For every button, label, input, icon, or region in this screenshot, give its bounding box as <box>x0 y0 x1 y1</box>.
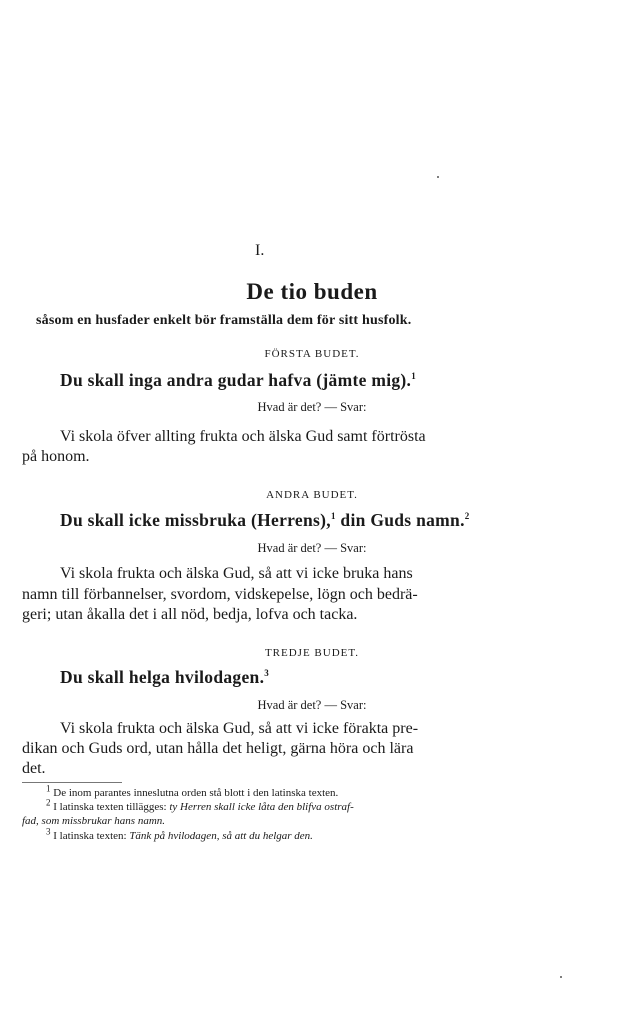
commandment-2-text: Du skall icke missbruka (Herrens),$^1$ din Guds namn.$^2$ <box>60 510 470 530</box>
chapter-numeral: I. <box>255 242 265 259</box>
commandment-3-heading: TREDJE BUDET. <box>264 647 360 659</box>
footnote-2-continuation: fad, som missbrukar hans namn. <box>22 815 166 827</box>
commandment-1-question: Hvad är det? — Svar: <box>257 400 367 414</box>
scan-speck <box>560 976 562 978</box>
footnote-3: $^3$ I latinska texten: Tänk på hvilodagen, så att du helgar den. <box>46 826 313 842</box>
page-title: De tio buden <box>246 279 378 304</box>
scan-speck <box>437 176 439 178</box>
commandment-1-answer-line: på honom. <box>22 448 90 465</box>
page-subtitle: såsom en husfader enkelt bör framställa dem för sitt husfolk. <box>36 313 412 328</box>
commandment-2-answer-line: Vi skola frukta och älska Gud, så att vi icke bruka hans <box>60 565 413 582</box>
commandment-2-question: Hvad är det? — Svar: <box>257 541 367 555</box>
commandment-2-answer-line: namn till förbannelser, svordom, vidskepelse, lögn och bedrä- <box>22 586 418 603</box>
commandment-3-answer-line: det. <box>22 760 46 777</box>
commandment-2-heading: ANDRA BUDET. <box>266 489 358 501</box>
commandment-3-question: Hvad är det? — Svar: <box>257 698 367 712</box>
commandment-1-answer-line: Vi skola öfver allting frukta och älska Gud samt förtrösta <box>60 428 426 445</box>
footnote-ref-2: 2 <box>464 511 470 522</box>
commandment-2-answer-line: geri; utan åkalla det i all nöd, bedja, lofva och tacka. <box>22 606 358 623</box>
commandment-1-text: Du skall inga andra gudar hafva (jämte mig).$^1$ <box>60 370 417 390</box>
footnote-ref-1: 1 <box>330 511 336 522</box>
footnote-ref-3: 3 <box>264 668 270 679</box>
footnote-ref-1: 1 <box>411 371 417 382</box>
footnote-1: $^1$ De inom parantes inneslutna orden stå blott i den latinska texten. <box>46 783 339 799</box>
footnote-2: $^2$ I latinska texten tillägges: ty Herren skall icke låta den blifva ostraf- <box>46 797 354 813</box>
commandment-1-heading: FÖRSTA BUDET. <box>264 348 360 360</box>
commandment-3-text: Du skall helga hvilodagen.$^3$ <box>60 667 270 687</box>
commandment-3-answer-line: dikan och Guds ord, utan hålla det heligt, gärna höra och lära <box>22 740 414 757</box>
commandment-3-answer-line: Vi skola frukta och älska Gud, så att vi icke förakta pre- <box>60 720 419 737</box>
footnote-divider <box>22 782 122 783</box>
